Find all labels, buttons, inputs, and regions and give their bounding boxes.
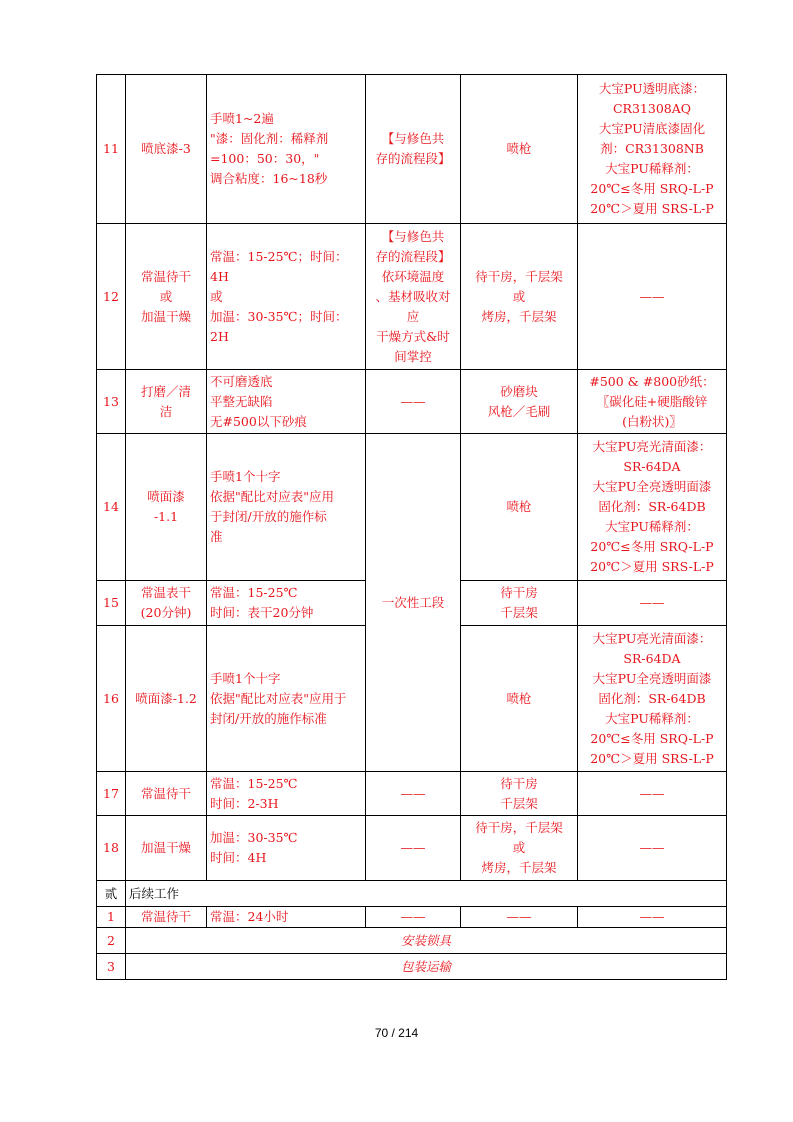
cell-line: -1.1: [153, 509, 179, 524]
cell-line: 大宝PU亮光清面漆：: [592, 439, 712, 454]
cell-line: 【与修色共: [381, 131, 445, 146]
cell-line: 依据"配比对应表"应用: [210, 489, 334, 504]
cell-line: 烤房，千层架: [481, 308, 557, 324]
cell-line: 剂：CR31308NB: [600, 141, 704, 156]
table-row: [97, 434, 727, 581]
cell-line: 16: [103, 690, 119, 706]
cell-line: 风枪／毛刷: [487, 403, 551, 419]
cell-line: 砂磨块: [500, 383, 538, 399]
cell-line: #500 & #800砂纸：: [589, 373, 715, 389]
cell-line: (白粉状)〗: [622, 413, 682, 429]
cell-line: 固化剂：SR-64DB: [598, 690, 706, 706]
cell-line: 13: [103, 393, 119, 409]
cell-line: 14: [103, 499, 119, 514]
cell-line: 手喷1个十字: [210, 469, 281, 484]
cell-line: 千层架: [500, 795, 538, 811]
material-cell: [578, 816, 727, 881]
cell-line: 无#500以下砂痕: [210, 413, 307, 429]
cell-line: 烤房，千层架: [481, 860, 557, 875]
cell-line: ——: [400, 393, 426, 409]
cell-line: 喷面漆-1.2: [135, 690, 197, 706]
table-row: [97, 370, 727, 434]
row-number: 3: [97, 954, 126, 980]
table-row: [97, 928, 727, 954]
cell-line: 常温待干: [140, 268, 191, 284]
step-name: 安装锁具: [126, 928, 727, 954]
cell-line: 洁: [159, 403, 173, 419]
cell-line: ——: [639, 785, 665, 801]
cell-line: 加温干燥: [140, 308, 191, 324]
step-name: [126, 626, 207, 772]
method-cell: [207, 772, 366, 816]
material-cell: ——: [578, 907, 727, 928]
cell-line: 时间：2-3H: [210, 795, 279, 811]
method-cell: [207, 75, 366, 224]
cell-line: 平整无缺陷: [210, 393, 273, 409]
row-number: [97, 626, 126, 772]
cell-line: 一次性工段: [381, 594, 445, 610]
cell-line: 2H: [210, 328, 229, 344]
cell-line: 大宝PU透明底漆：: [598, 81, 706, 96]
cell-line: 或: [159, 288, 173, 304]
cell-line: SR-64DA: [623, 459, 681, 474]
cell-line: 加温：30-35℃；时间：: [210, 308, 348, 324]
cell-line: 大宝PU亮光清面漆：: [592, 630, 712, 646]
cell-line: ——: [400, 840, 426, 855]
cell-line: ——: [639, 595, 665, 610]
cell-line: 依据"配比对应表"应用于: [210, 690, 347, 706]
row-number: [97, 434, 126, 581]
tool-cell: ——: [461, 907, 578, 928]
cell-line: 或: [210, 288, 223, 304]
cell-line: 打磨／清: [140, 383, 191, 399]
cell-line: 15: [103, 595, 119, 610]
row-number: [97, 75, 126, 224]
row-number: [97, 772, 126, 816]
cell-line: "漆：固化剂：稀释剂: [210, 131, 329, 146]
cell-line: 、基材吸收对: [375, 288, 451, 304]
tool-cell: [461, 772, 578, 816]
method-cell: 常温：24小时: [207, 907, 366, 928]
table-row: [97, 772, 727, 816]
cell-line: ——: [400, 785, 426, 801]
cell-line: (20分钟): [140, 605, 192, 620]
cell-line: CR31308AQ: [612, 101, 691, 116]
tool-cell: [461, 816, 578, 881]
cell-line: 待干房: [500, 585, 538, 600]
tool-cell: [461, 434, 578, 581]
cell-line: 喷枪: [506, 141, 532, 156]
cell-line: 待干房，千层架: [475, 820, 563, 835]
table-row: [97, 954, 727, 980]
table-row: [97, 75, 727, 224]
stage-cell: [366, 434, 461, 772]
tool-cell: [461, 224, 578, 370]
row-number: 2: [97, 928, 126, 954]
cell-line: 喷底漆-3: [141, 141, 191, 156]
cell-line: 于封闭/开放的施作标: [210, 509, 327, 524]
process-table: [96, 74, 727, 980]
step-name: [126, 224, 207, 370]
cell-line: 17: [103, 785, 119, 801]
material-cell: [578, 581, 727, 626]
tool-cell: [461, 370, 578, 434]
cell-line: 喷枪: [506, 499, 532, 514]
table-row: [97, 907, 727, 928]
cell-line: 常温待干: [140, 785, 191, 801]
cell-line: 20℃≤冬用 SRQ-L-P: [590, 181, 714, 196]
cell-line: 待干房，千层架: [475, 268, 563, 284]
step-name: [126, 434, 207, 581]
cell-line: 大宝PU稀释剂：: [605, 710, 699, 726]
stage-cell: [366, 816, 461, 881]
cell-line: 固化剂：SR-64DB: [598, 499, 706, 514]
cell-line: 大宝PU稀释剂：: [605, 519, 699, 534]
cell-line: 20℃＞夏用 SRS-L-P: [590, 750, 714, 766]
step-name: 常温待干: [126, 907, 207, 928]
cell-line: 干燥方式&时: [376, 328, 450, 344]
cell-line: 或: [512, 840, 526, 855]
stage-cell: [366, 772, 461, 816]
method-cell: [207, 434, 366, 581]
cell-line: 手喷1个十字: [210, 670, 281, 686]
cell-line: 存的流程段】: [375, 151, 451, 166]
stage-cell: [366, 75, 461, 224]
cell-line: 间掌控: [394, 348, 432, 364]
cell-line: 18: [103, 840, 119, 855]
row-number: [97, 581, 126, 626]
row-number: 1: [97, 907, 126, 928]
cell-line: 11: [103, 141, 119, 156]
material-cell: [578, 224, 727, 370]
cell-line: 【与修色共: [381, 228, 445, 244]
step-name: [126, 772, 207, 816]
row-number: [97, 816, 126, 881]
stage-cell: ——: [366, 907, 461, 928]
stage-cell: [366, 224, 461, 370]
cell-line: 常温：15-25℃；时间：: [210, 248, 348, 264]
cell-line: 喷枪: [506, 690, 532, 706]
cell-line: SR-64DA: [623, 650, 681, 666]
cell-line: 常温表干: [140, 585, 191, 600]
cell-line: 4H: [210, 268, 229, 284]
cell-line: 大宝PU全亮透明面漆: [592, 479, 712, 494]
cell-line: 不可磨透底: [210, 373, 273, 389]
cell-line: ——: [639, 840, 665, 855]
cell-line: 喷面漆: [147, 489, 185, 504]
cell-line: 20℃≤冬用 SRQ-L-P: [590, 539, 714, 554]
table-row: [97, 224, 727, 370]
method-cell: [207, 816, 366, 881]
cell-line: 待干房: [500, 775, 538, 791]
cell-line: 加温干燥: [140, 840, 191, 855]
material-cell: [578, 75, 727, 224]
cell-line: 应: [406, 308, 420, 324]
material-cell: [578, 626, 727, 772]
material-cell: [578, 772, 727, 816]
cell-line: 依环境温度: [381, 268, 445, 284]
table-row: [97, 816, 727, 881]
cell-line: 手喷1~2遍: [210, 111, 274, 126]
section-number: 贰: [97, 881, 126, 907]
tool-cell: [461, 581, 578, 626]
cell-line: 20℃≤冬用 SRQ-L-P: [590, 730, 714, 746]
material-cell: [578, 370, 727, 434]
step-name: [126, 75, 207, 224]
cell-line: 常温：15-25℃: [210, 585, 298, 600]
cell-line: 〖碳化硅+硬脂酸锌: [596, 393, 708, 409]
cell-line: 千层架: [500, 605, 538, 620]
section-row: [97, 881, 727, 907]
cell-line: 封闭/开放的施作标准: [210, 710, 327, 726]
cell-line: 时间：表干20分钟: [210, 605, 314, 620]
cell-line: =100：50：30，": [210, 151, 320, 166]
step-name: 包装运输: [126, 954, 727, 980]
method-cell: [207, 370, 366, 434]
step-name: [126, 816, 207, 881]
tool-cell: [461, 626, 578, 772]
step-name: [126, 581, 207, 626]
cell-line: 时间：4H: [210, 850, 267, 865]
step-name: [126, 370, 207, 434]
row-number: [97, 370, 126, 434]
cell-line: 12: [103, 288, 119, 304]
stage-cell: [366, 370, 461, 434]
cell-line: 20℃＞夏用 SRS-L-P: [590, 559, 714, 574]
method-cell: [207, 224, 366, 370]
page-number: 70 / 214: [374, 1026, 419, 1040]
section-title: 后续工作: [126, 881, 727, 907]
cell-line: 大宝PU清底漆固化: [598, 121, 706, 136]
cell-line: 大宝PU稀释剂：: [605, 161, 699, 176]
cell-line: 准: [210, 529, 223, 544]
cell-line: 调合粘度：16~18秒: [210, 171, 328, 186]
tool-cell: [461, 75, 578, 224]
method-cell: [207, 626, 366, 772]
cell-line: 加温：30-35℃: [210, 830, 298, 845]
cell-line: 大宝PU全亮透明面漆: [592, 670, 712, 686]
cell-line: 或: [512, 288, 526, 304]
cell-line: 20℃＞夏用 SRS-L-P: [590, 201, 714, 216]
material-cell: [578, 434, 727, 581]
cell-line: ——: [639, 288, 665, 304]
row-number: [97, 224, 126, 370]
method-cell: [207, 581, 366, 626]
cell-line: 常温：15-25℃: [210, 775, 298, 791]
cell-line: 存的流程段】: [375, 248, 451, 264]
